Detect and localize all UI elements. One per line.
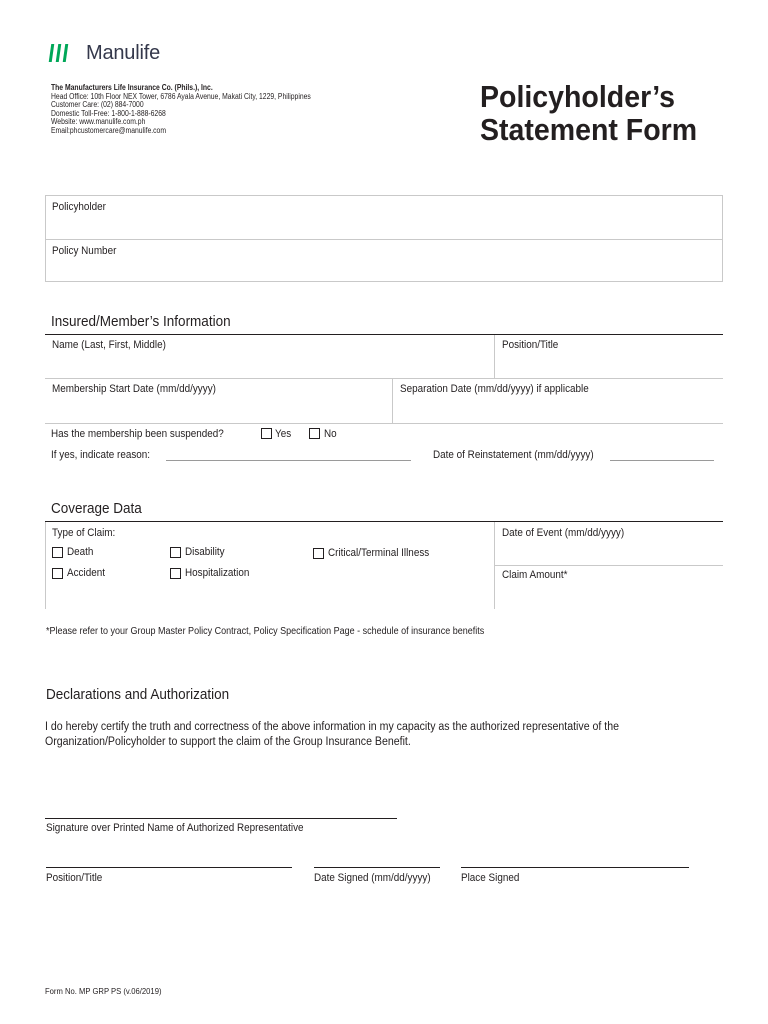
death-checkbox[interactable] xyxy=(52,547,63,558)
separation-date-label: Separation Date (mm/dd/yyyy) if applicable xyxy=(400,383,589,395)
reason-label: If yes, indicate reason: xyxy=(51,449,151,461)
coverage-left-border xyxy=(45,522,46,609)
policyholder-box xyxy=(45,195,723,282)
accident-checkbox[interactable] xyxy=(52,568,63,579)
no-label: No xyxy=(324,428,337,440)
yes-label: Yes xyxy=(275,428,292,440)
page-title xyxy=(480,80,697,146)
no-checkbox[interactable] xyxy=(309,428,320,439)
claim-amount-label: Claim Amount* xyxy=(502,569,568,581)
insured-heading: Insured/Member’s Information xyxy=(51,313,231,330)
death-label: Death xyxy=(67,546,94,558)
reinstatement-label: Date of Reinstatement (mm/dd/yyyy) xyxy=(433,449,594,461)
position-signature-line[interactable] xyxy=(46,867,292,868)
disability-label: Disability xyxy=(185,546,225,558)
signature-label: Signature over Printed Name of Authorized Representative xyxy=(46,822,304,834)
reason-input-line[interactable] xyxy=(166,460,411,461)
date-signed-label: Date Signed (mm/dd/yyyy) xyxy=(314,872,431,884)
declarations-text: I do hereby certify the truth and correctness of the above information in my capacity as the authorized representative of the Organization/Policyholder to support the claim of the Group Insurance Benefit. xyxy=(45,721,619,748)
title-line-1: Policyholder’s xyxy=(480,79,675,114)
date-signed-line[interactable] xyxy=(314,867,440,868)
critical-illness-label: Critical/Terminal Illness xyxy=(328,547,430,559)
title-line-2: Statement Form xyxy=(480,112,698,147)
customer-care: Customer Care: (02) 884-7000 xyxy=(51,100,144,110)
policy-number-label: Policy Number xyxy=(52,245,117,257)
company-info xyxy=(51,84,340,136)
hospitalization-checkbox[interactable] xyxy=(170,568,181,579)
reinstatement-input-line[interactable] xyxy=(610,460,714,461)
event-date-label: Date of Event (mm/dd/yyyy) xyxy=(502,527,625,539)
manulife-logo xyxy=(50,42,160,64)
place-signed-line[interactable] xyxy=(461,867,689,868)
head-office: Head Office: 10th Floor NEX Tower, 6786 Ayala Avenue, Makati City, 1229, Philippines xyxy=(51,91,311,101)
disability-checkbox[interactable] xyxy=(170,547,181,558)
email: Email:phcustomercare@manulife.com xyxy=(51,125,166,135)
coverage-footnote: *Please refer to your Group Master Policy Contract, Policy Specification Page - schedule of insurance benefits xyxy=(46,626,485,637)
position-label: Position/Title xyxy=(502,339,559,351)
start-date-label: Membership Start Date (mm/dd/yyyy) xyxy=(52,383,216,395)
name-label: Name (Last, First, Middle) xyxy=(52,339,166,351)
suspended-question: Has the membership been suspended? xyxy=(51,428,224,440)
signature-line[interactable] xyxy=(45,818,397,819)
website: Website: www.manulife.com.ph xyxy=(51,117,146,127)
policyholder-label: Policyholder xyxy=(52,201,106,213)
manulife-logo-icon xyxy=(50,44,70,62)
critical-illness-checkbox[interactable] xyxy=(313,548,324,559)
type-of-claim-label: Type of Claim: xyxy=(52,527,116,539)
policyholder-field[interactable] xyxy=(46,196,722,239)
place-signed-label: Place Signed xyxy=(461,872,520,884)
declarations-heading: Declarations and Authorization xyxy=(46,686,230,703)
coverage-heading: Coverage Data xyxy=(51,500,142,517)
company-name: The Manufacturers Life Insurance Co. (Phils.), Inc. xyxy=(51,83,213,92)
insured-row-divider-2 xyxy=(45,423,723,424)
form-number: Form No. MP GRP PS (v.06/2019) xyxy=(45,986,162,996)
toll-free: Domestic Toll-Free: 1-800-1-888-6268 xyxy=(51,108,166,118)
yes-checkbox[interactable] xyxy=(261,428,272,439)
brand-name: Manulife xyxy=(86,41,160,64)
accident-label: Accident xyxy=(67,567,105,579)
position-signature-label: Position/Title xyxy=(46,872,103,884)
hospitalization-label: Hospitalization xyxy=(185,567,250,579)
policy-number-field[interactable] xyxy=(46,239,722,282)
